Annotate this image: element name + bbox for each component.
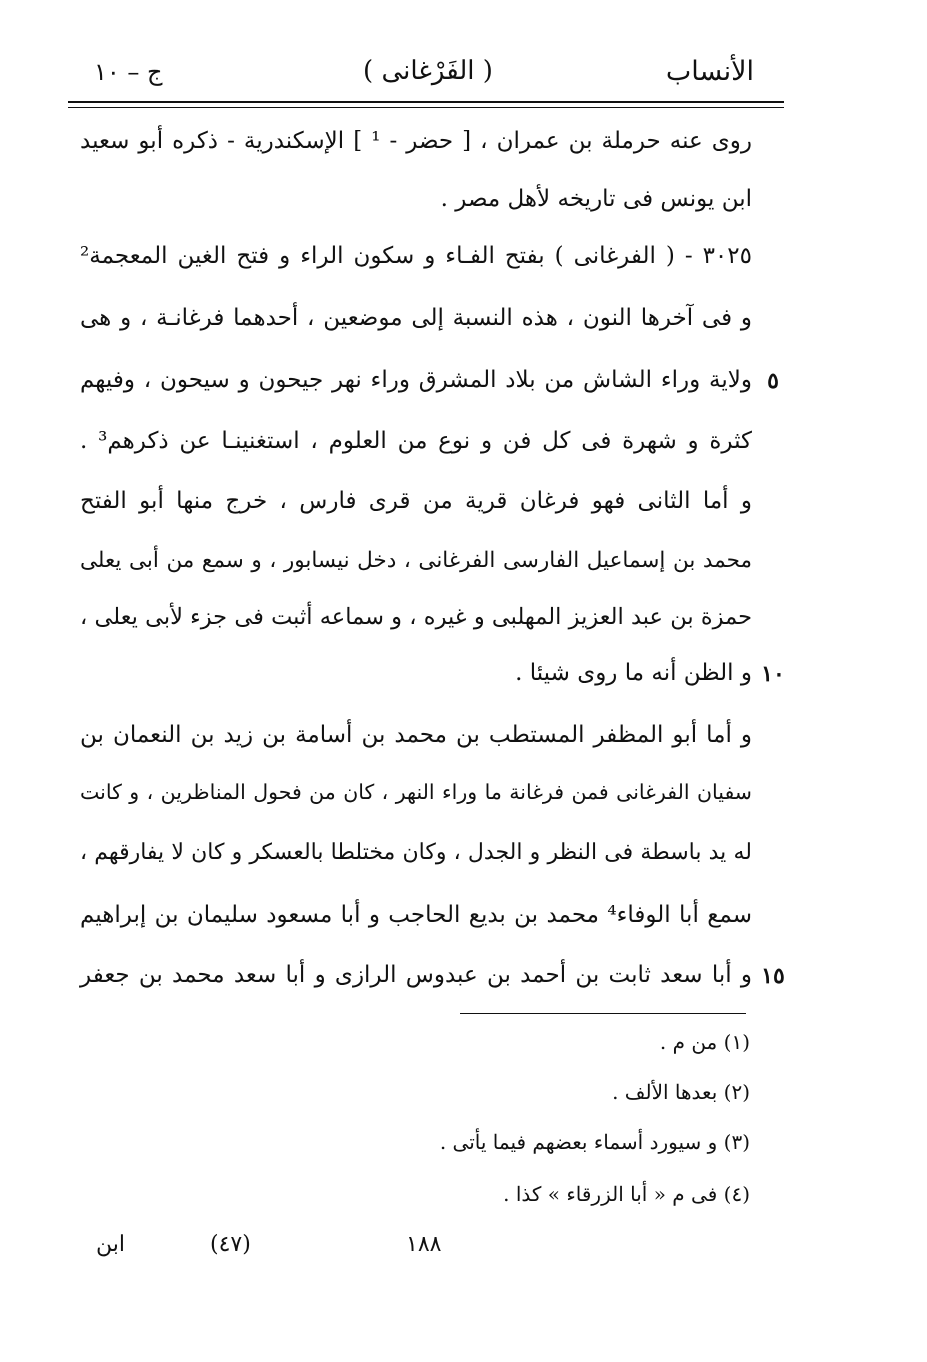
footnote-4: (٤) فى م « أبا الزرقاء » كذا . <box>503 1182 750 1206</box>
text-line-10: و الظن أنه ما روى شيئا . <box>515 660 752 686</box>
text-line-1: روى عنه حرملة بن عمران ، [ حضر - ¹ ] الإسكندرية - ذكره أبو سعيد <box>80 128 752 154</box>
text-line-12: سفيان الفرغانى فمن فرغانة ما وراء النهر ، كان من فحول المناظرين ، و كانت <box>80 780 752 804</box>
text-line-7: و أما الثانى فهو فرغان قرية من قرى فارس ، خرج منها أبو الفتح <box>80 488 752 514</box>
footnote-separator <box>460 1013 746 1014</box>
text-line-3-entry-heading: ٣٠٢٥ - ( الفرغانى ) بفتح الفـاء و سكون الراء و فتح الغين المعجمة² <box>80 243 752 269</box>
header-rule-thick <box>68 101 784 103</box>
volume-number: ج – ١٠ <box>94 58 163 86</box>
line-number-15: ١٥ <box>761 963 785 989</box>
line-number-5: ٥ <box>767 368 779 394</box>
page-number: ١٨٨ <box>406 1232 442 1257</box>
text-line-9: حمزة بن عبد العزيز المهلبى و غيره ، و سماعه أثبت فى جزء لأبى يعلى ، <box>80 604 752 630</box>
text-line-15: و أبا سعد ثابت بن أحمد بن عبدوس الرازى و أبا سعد محمد بن جعفر <box>80 962 752 988</box>
book-title: الأنساب <box>665 56 754 87</box>
running-header <box>72 48 784 98</box>
text-line-11: و أما أبو المظفر المستطب بن محمد بن أسامة بن زيد بن النعمان بن <box>80 722 752 748</box>
text-line-4: و فى آخرها النون ، هذه النسبة إلى موضعين ، أحدهما فرغانـة ، و هى <box>80 305 752 331</box>
header-rule-thin <box>68 107 784 108</box>
text-line-6: كثرة و شهرة فى كل فن و نوع من العلوم ، استغنينـا عن ذكرهم³ . <box>80 428 753 454</box>
text-line-8: محمد بن إسماعيل الفارسى الفرغانى ، دخل نيسابور ، و سمع من أبى يعلى <box>80 548 752 573</box>
signature-mark: (٤٧) <box>210 1232 251 1257</box>
footnote-2: (٢) بعدها الألف . <box>612 1080 750 1104</box>
text-line-13: له يد باسطة فى النظر و الجدل ، وكان مختلطا بالعسكر و كان لا يفارقهم ، <box>80 840 752 865</box>
catchword: ابن <box>96 1232 125 1257</box>
line-number-10: ١٠ <box>761 661 785 687</box>
footnote-1: (١) من م . <box>659 1030 750 1054</box>
text-line-2: ابن يونس فى تاريخه لأهل مصر . <box>440 186 752 212</box>
text-line-5: ولاية وراء الشاش من بلاد المشرق وراء نهر جيحون و سيحون ، وفيهم <box>80 367 752 393</box>
text-line-14: سمع أبا الوفاء⁴ محمد بن بديع الحاجب و أبا مسعود سليمان بن إبراهيم <box>80 902 752 928</box>
entry-title: ( الفَرْغانى ) <box>363 56 493 86</box>
footnote-3: (٣) و سيورد أسماء بعضهم فيما يأتى . <box>439 1130 750 1154</box>
